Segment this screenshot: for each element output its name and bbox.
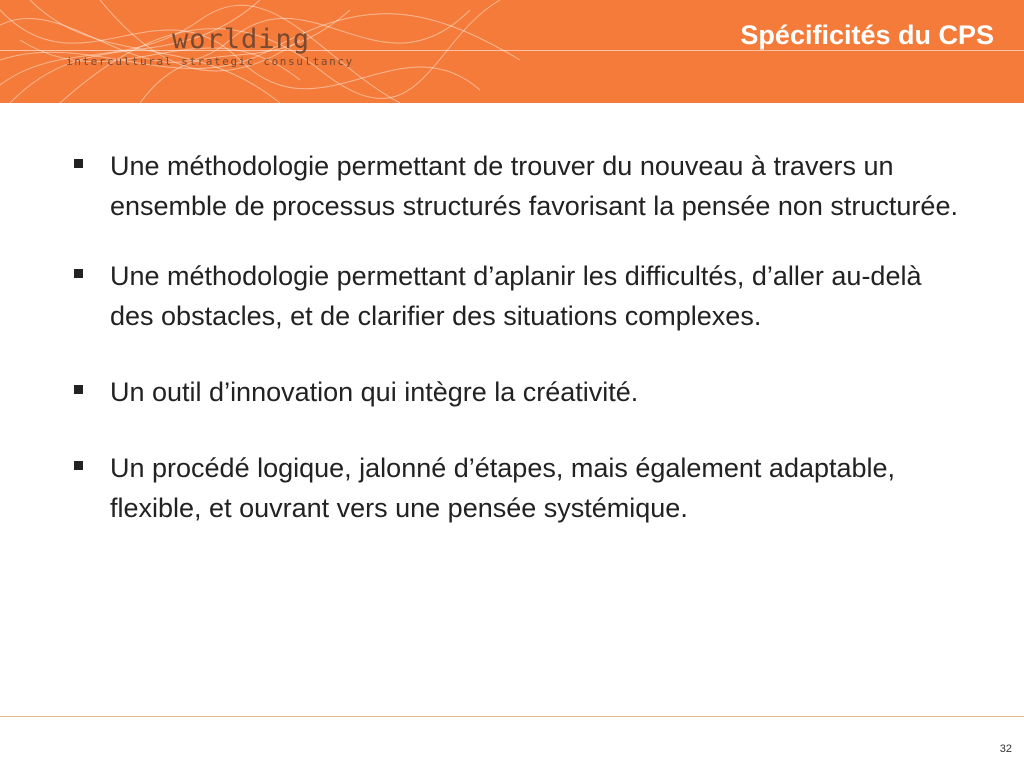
bullet-text: Un outil d’innovation qui intègre la créativité.	[110, 377, 639, 407]
slide-title: Spécificités du CPS	[740, 20, 994, 50]
header-rule	[0, 50, 1024, 51]
bullet-text: Un procédé logique, jalonné d’étapes, mais également adaptable, flexible, et ouvrant vers une pensée systémique.	[110, 453, 896, 523]
brand-logo: worlding	[172, 24, 311, 55]
bullet-item	[72, 448, 972, 528]
bullet-item	[72, 146, 972, 226]
decorative-wave-lines	[0, 0, 1024, 103]
bullet-text: Une méthodologie permettant de trouver du nouveau à travers un ensemble de processus structurés favorisant la pensée non structurée.	[110, 151, 958, 221]
bullet-text: Une méthodologie permettant d’aplanir les difficultés, d’aller au-delà des obstacles, et de clarifier des situations complexes.	[110, 261, 922, 331]
bullet-list	[72, 146, 972, 528]
square-bullet-icon	[74, 159, 83, 168]
page-number: 32	[999, 743, 1012, 755]
footer-rule	[0, 716, 1024, 717]
brand-tagline: intercultural strategic consultancy	[66, 55, 354, 68]
header-band	[0, 0, 1024, 103]
bullet-item	[72, 372, 972, 412]
bullet-item	[72, 256, 972, 336]
square-bullet-icon	[74, 269, 83, 278]
square-bullet-icon	[74, 385, 83, 394]
square-bullet-icon	[74, 461, 83, 470]
